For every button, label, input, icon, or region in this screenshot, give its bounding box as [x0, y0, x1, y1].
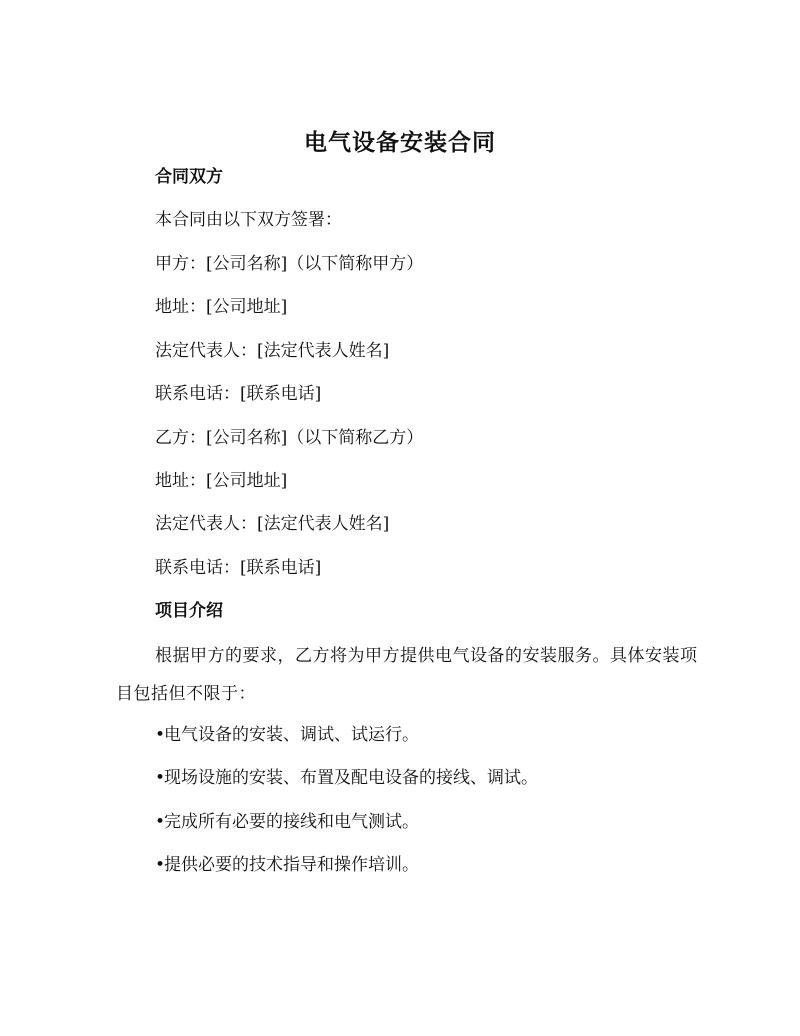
project-paragraph: 根据甲方的要求，乙方将为甲方提供电气设备的安装服务。具体安装项目包括但不限于： [116, 646, 698, 704]
party-b-phone: 联系电话：[联系电话] [155, 558, 322, 578]
list-item-text: 现场设施的安装、布置及配电设备的接线、调试。 [164, 768, 538, 788]
party-a-phone: 联系电话：[联系电话] [155, 384, 322, 404]
party-b-address: 地址：[公司地址] [155, 471, 288, 491]
list-item-text: 完成所有必要的接线和电气测试。 [164, 812, 419, 832]
list-item [155, 724, 419, 746]
list-item [155, 811, 419, 833]
intro-text: 本合同由以下双方签署： [155, 210, 342, 230]
list-item-text: 提供必要的技术指导和操作培训。 [164, 855, 419, 875]
list-item [155, 767, 538, 789]
bullet-symbol: • [155, 725, 166, 745]
party-a-representative: 法定代表人：[法定代表人姓名] [155, 341, 390, 361]
document-title: 电气设备安装合同 [304, 129, 496, 156]
party-a-name: 甲方：[公司名称]（以下简称甲方） [155, 254, 424, 274]
list-item [155, 854, 419, 876]
party-b-name: 乙方：[公司名称]（以下简称乙方） [155, 428, 424, 448]
parties-heading: 合同双方 [155, 167, 223, 187]
bullet-symbol: • [155, 855, 166, 875]
list-item-text: 电气设备的安装、调试、试运行。 [164, 725, 419, 745]
party-a-address: 地址：[公司地址] [155, 297, 288, 317]
party-b-representative: 法定代表人：[法定代表人姓名] [155, 514, 390, 534]
bullet-symbol: • [155, 812, 166, 832]
project-heading: 项目介绍 [155, 601, 223, 621]
bullet-symbol: • [155, 768, 166, 788]
